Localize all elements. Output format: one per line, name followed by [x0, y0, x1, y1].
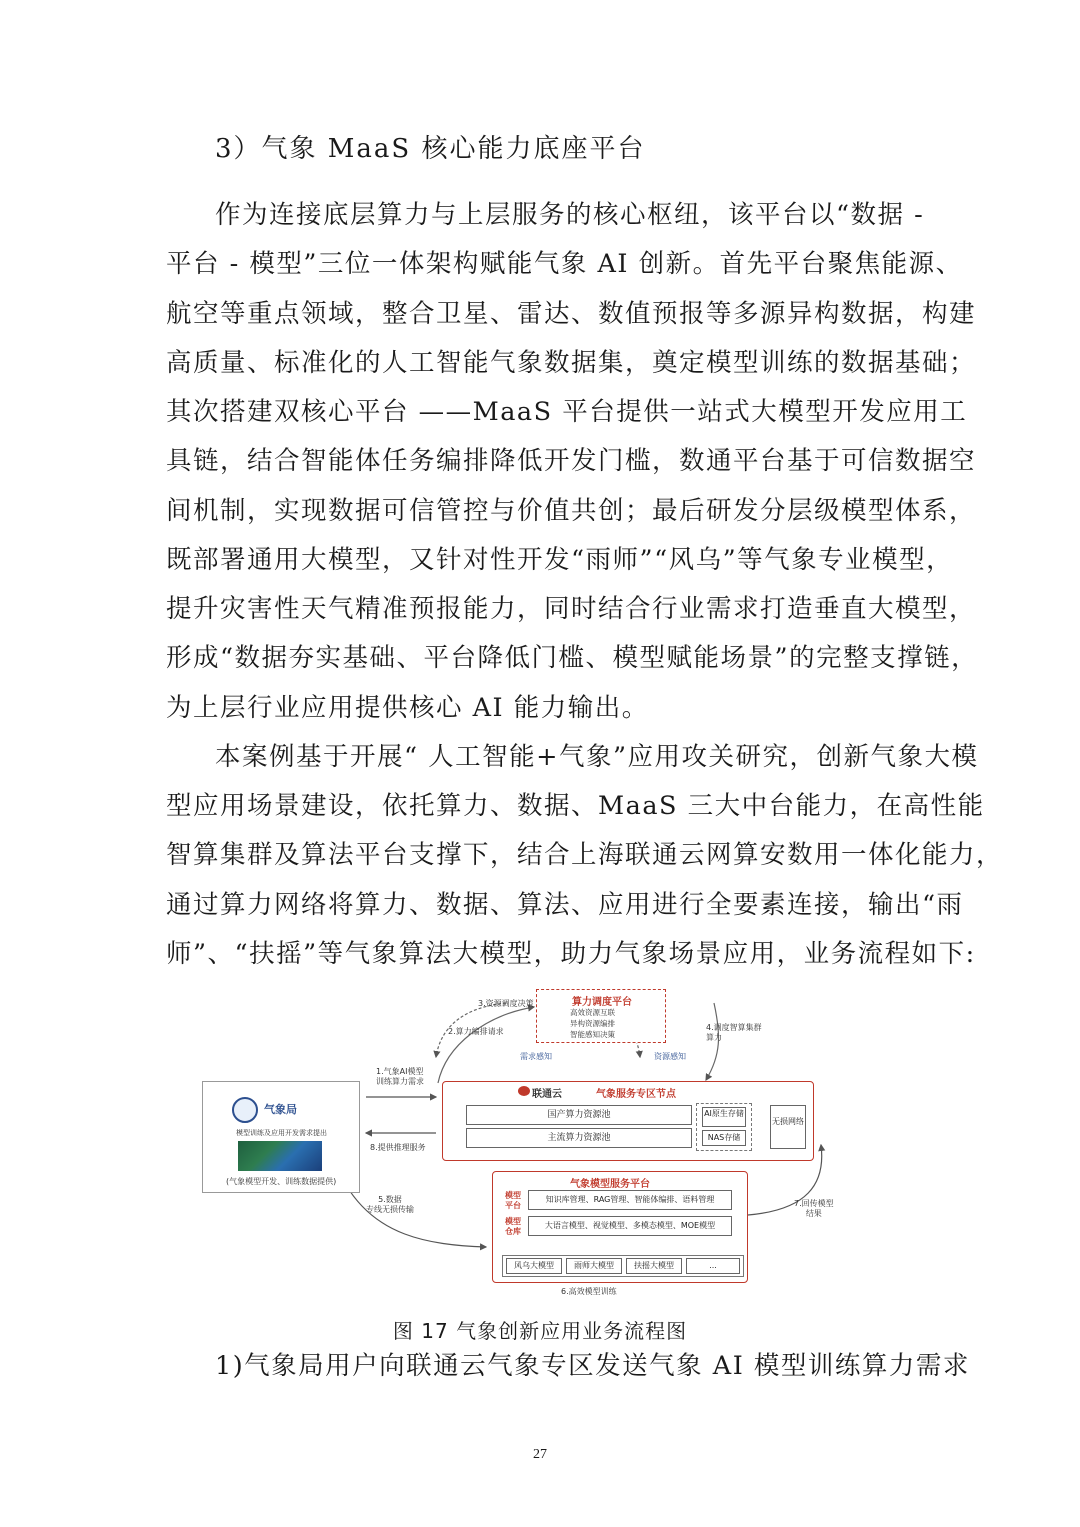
scheduler-item: 异构资源编排 [570, 1019, 615, 1028]
unicom-logo-icon [518, 1086, 530, 1096]
model-platform-label: 模型平台 [505, 1191, 521, 1210]
paragraph-line: 智算集群及算法平台支撑下，结合上海联通云网算安数用一体化能力， [166, 840, 1004, 870]
paragraph-line: 为上层行业应用提供核心 AI 能力输出。 [166, 693, 649, 723]
model-warehouse-row: 大语言模型、视觉模型、多模态模型、MOE模型 [528, 1216, 732, 1236]
step-1-text: 1)气象局用户向联通云气象专区发送气象 AI 模型训练算力需求 [215, 1351, 970, 1381]
paragraph-line: 师”、“扶摇”等气象算法大模型，助力气象场景应用，业务流程如下: [166, 939, 976, 969]
paragraph-line: 航空等重点领域，整合卫星、雷达、数值预报等多源异构数据，构建 [166, 299, 977, 329]
paragraph-line: 通过算力网络将算力、数据、算法、应用进行全要素连接，输出“雨 [166, 890, 964, 920]
arrow-label-6: 6.高效模型训练 [561, 1287, 617, 1296]
demand-perception-label: 需求感知 [520, 1052, 552, 1061]
scheduler-item: 高效资源互联 [570, 1008, 615, 1017]
nas-storage: NAS存储 [702, 1130, 746, 1146]
scheduler-item: 智能感知决策 [570, 1030, 615, 1039]
model-item: ... [686, 1258, 740, 1274]
model-item: 雨师大模型 [566, 1258, 622, 1274]
platform-title: 气象模型服务平台 [570, 1179, 650, 1190]
arrow-label-3: 3.资源调度决策 [478, 999, 534, 1008]
unicom-brand: 联通云 [532, 1089, 562, 1100]
arrow-label-4: 4.调度智算集群 算力 [706, 1023, 762, 1042]
weather-bureau-logo-icon [232, 1097, 258, 1123]
arrow-label-7: 7.回传模型 结果 [794, 1199, 834, 1218]
arrow-label-8: 8.提供推理服务 [370, 1143, 426, 1152]
arrow-label-2: 2.算力编排请求 [448, 1027, 504, 1036]
paragraph-line: 具链，结合智能体任务编排降低开发门槛，数通平台基于可信数据空 [166, 446, 977, 476]
paragraph-line: 提升灾害性天气精准预报能力，同时结合行业需求打造垂直大模型， [166, 594, 977, 624]
paragraph-line: 其次搭建双核心平台 ——MaaS 平台提供一站式大模型开发应用工 [166, 397, 968, 427]
paragraph-line: 形成“数据夯实基础、平台降低门槛、模型赋能场景”的完整支撑链， [166, 643, 979, 673]
weather-bureau-desc: 模型训练及应用开发需求提出 [236, 1129, 327, 1137]
paragraph-line: 型应用场景建设，依托算力、数据、MaaS 三大中台能力，在高性能 [166, 791, 985, 821]
paragraph-line: 平台 - 模型”三位一体架构赋能气象 AI 创新。首先平台聚焦能源、 [166, 249, 963, 279]
domestic-compute-pool: 国产算力资源池 [466, 1105, 692, 1125]
weather-bureau-name: 气象局 [264, 1103, 297, 1116]
lossless-network: 无损网络 [770, 1105, 806, 1149]
model-platform-row: 知识库管理、RAG管理、智能体编排、语料管理 [528, 1190, 732, 1210]
paragraph-line: 既部署通用大模型，又针对性开发“雨师”“风乌”等气象专业模型， [166, 545, 954, 575]
paragraph-line: 作为连接底层算力与上层服务的核心枢纽，该平台以“数据 - [215, 200, 925, 230]
model-warehouse-label: 模型仓库 [505, 1217, 521, 1236]
paragraph-line: 高质量、标准化的人工智能气象数据集，奠定模型训练的数据基础； [166, 348, 977, 378]
ai-native-storage: AI原生存储 [702, 1107, 746, 1127]
paragraph-line: 间机制，实现数据可信管控与价值共创；最后研发分层级模型体系， [166, 496, 977, 526]
paragraph-line: 本案例基于开展“ 人工智能+气象”应用攻关研究，创新气象大模 [215, 742, 979, 772]
figure-caption: 图 17 气象创新应用业务流程图 [392, 1319, 688, 1343]
weather-bureau-footer: (气象模型开发、训练数据提供) [226, 1177, 337, 1186]
business-flow-diagram [166, 985, 914, 1297]
satellite-map-image [238, 1141, 322, 1171]
arrow-label-1: 1.气象AI模型 训练算力需求 [376, 1067, 424, 1086]
node-title: 气象服务专区节点 [596, 1089, 676, 1100]
model-item: 风乌大模型 [506, 1258, 562, 1274]
arrow-label-5: 5.数据 专线无损传输 [366, 1195, 414, 1214]
resource-perception-label: 资源感知 [654, 1052, 686, 1061]
page-number: 27 [533, 1447, 547, 1462]
section-heading: 3）气象 MaaS 核心能力底座平台 [215, 134, 646, 164]
mainstream-compute-pool: 主流算力资源池 [466, 1128, 692, 1148]
scheduler-title: 算力调度平台 [572, 997, 632, 1008]
model-item: 扶摇大模型 [626, 1258, 682, 1274]
arrow-2 [438, 1007, 534, 1083]
